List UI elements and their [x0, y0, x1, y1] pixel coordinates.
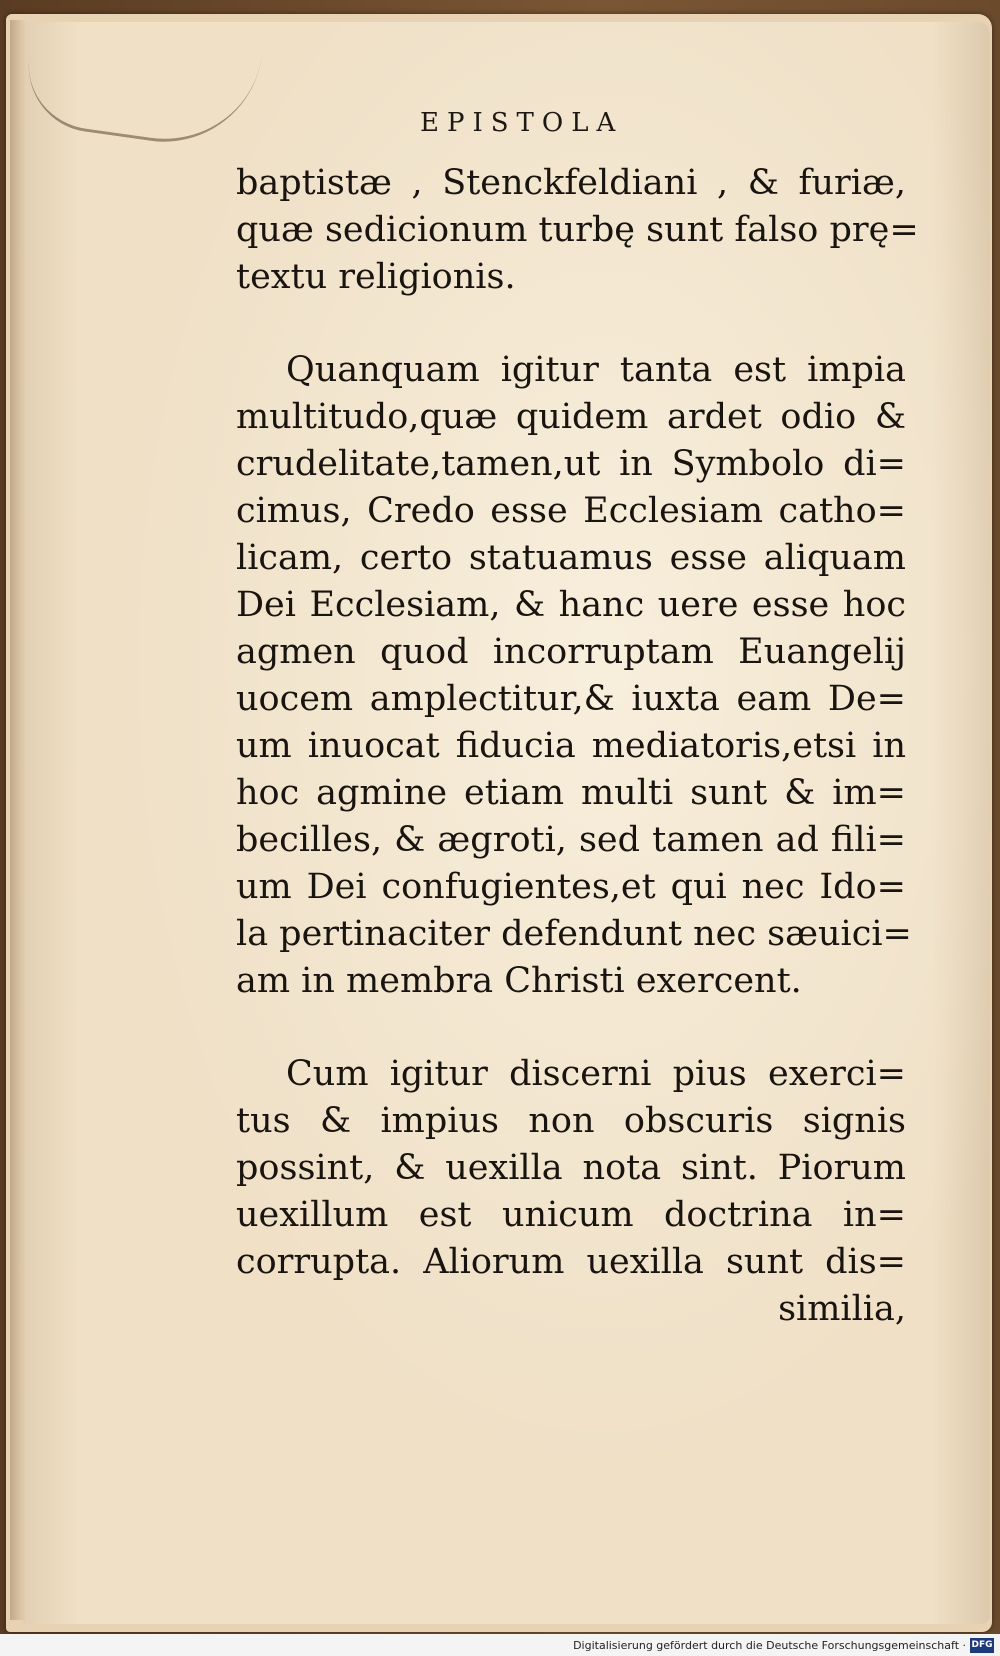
gutter-shadow: [10, 20, 26, 1620]
text-line: crudelitate,tamen,ut in Symbolo di=: [236, 444, 906, 484]
text-line: corrupta. Aliorum uexilla sunt dis=: [236, 1242, 906, 1282]
text-line: cimus, Credo esse Ecclesiam catho=: [236, 491, 906, 531]
text-line: possint, & uexilla nota sint. Piorum: [236, 1148, 906, 1188]
digitization-credit: Digitalisierung gefördert durch die Deutsche Forschungsgemeinschaft ·: [573, 1639, 966, 1652]
text-line: quæ sedicionum turbę sunt falso prę=: [236, 210, 919, 250]
text-line: Quanquam igitur tanta est impia: [286, 350, 906, 390]
text-line: uexillum est unicum doctrina in=: [236, 1195, 906, 1235]
dfg-logo: DFG: [970, 1638, 994, 1653]
text-line: multitudo,quæ quidem ardet odio &: [236, 397, 906, 437]
text-line: la pertinaciter defendunt nec sæuici=: [236, 914, 912, 954]
body-text: [236, 160, 919, 1333]
text-line: um Dei confugientes,et qui nec Ido=: [236, 867, 906, 907]
text-line: textu religionis.: [236, 257, 516, 297]
paragraph-2: [236, 347, 912, 1005]
paragraph-3: [236, 1051, 906, 1333]
text-line: am in membra Christi exercent.: [236, 961, 802, 1001]
text-line: becilles, & ægroti, sed tamen ad fili=: [236, 820, 906, 860]
text-line: Dei Ecclesiam, & hanc uere esse hoc: [236, 585, 906, 625]
text-line: Cum igitur discerni pius exerci=: [286, 1054, 906, 1094]
text-line: uocem amplectitur,& iuxta eam De=: [236, 679, 906, 719]
text-line: licam, certo statuamus esse aliquam: [236, 538, 906, 578]
paragraph-1: [236, 160, 919, 301]
running-head: EPISTOLA: [420, 108, 624, 138]
footer-bar: [0, 1634, 1000, 1656]
catchword: similia,: [778, 1289, 906, 1329]
text-line: um inuocat fiducia mediatoris,etsi in: [236, 726, 906, 766]
text-line: agmen quod incorruptam Euangelij: [236, 632, 906, 672]
text-line: baptistæ , Stenckfeldiani , & furiæ,: [236, 163, 906, 203]
text-line: tus & impius non obscuris signis: [236, 1101, 906, 1141]
text-line: hoc agmine etiam multi sunt & im=: [236, 773, 906, 813]
